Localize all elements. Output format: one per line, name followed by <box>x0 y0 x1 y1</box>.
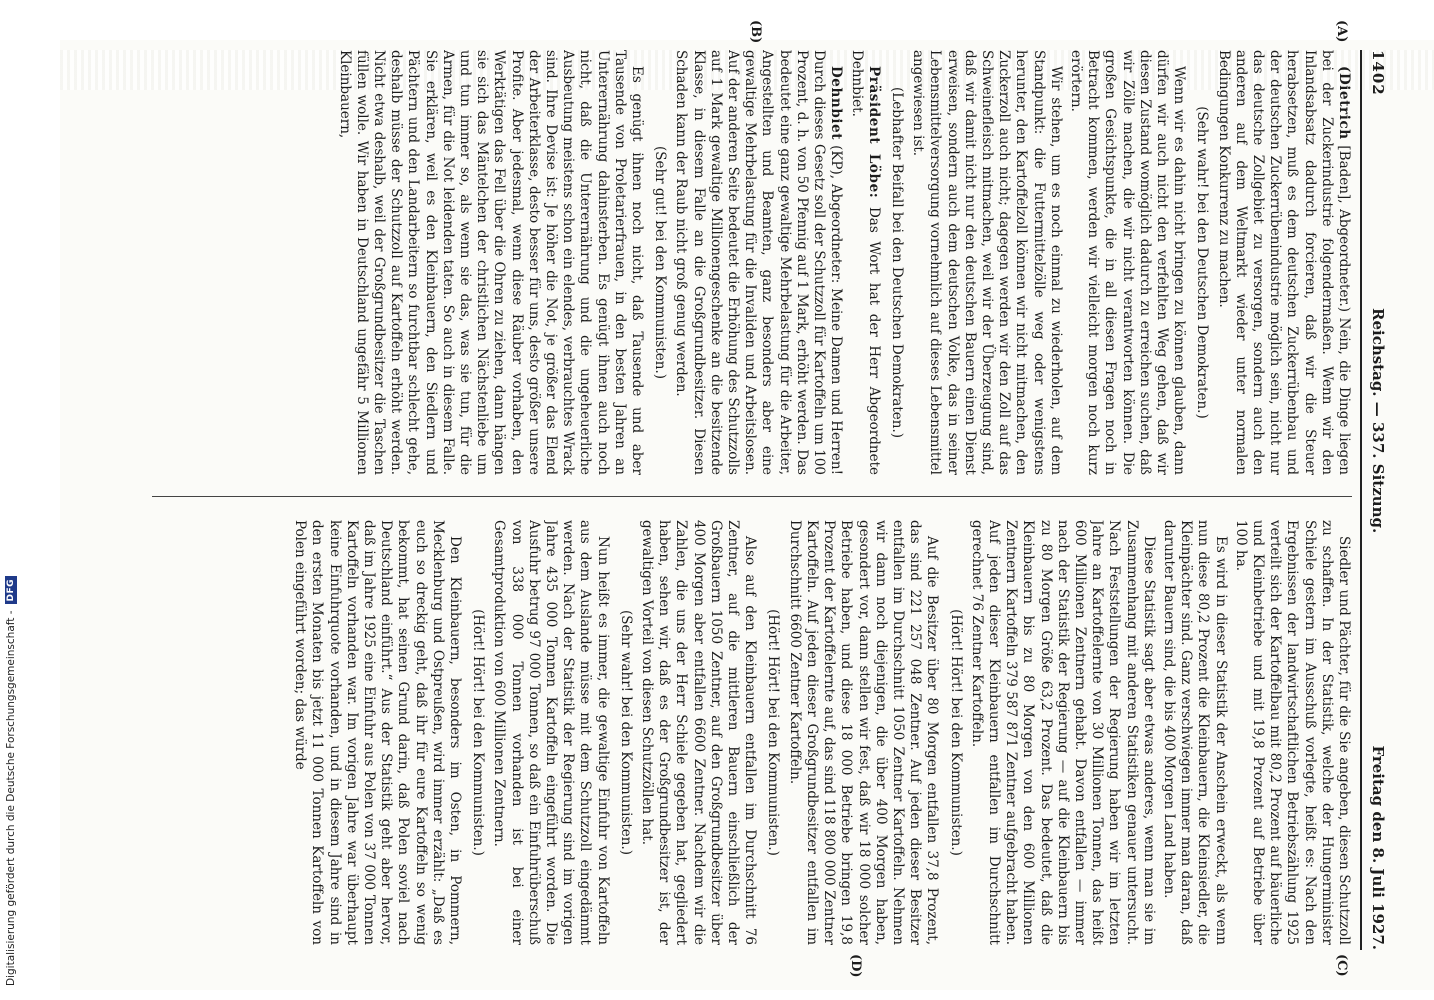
dfg-logo: DFG <box>5 576 17 605</box>
margin-marker-b: (B) <box>748 20 763 44</box>
column-divider <box>152 496 1352 497</box>
page-header <box>1364 50 1390 950</box>
paragraph: Nun heißt es immer, die gewaltige Einfuhr von Kartoffeln aus dem Auslande müsse mit dem Schutzzoll eingedämmt werden. Nach der Statistik der Regierung sind im vorigen Jahre 435 000 Tonnen Kartoffeln eingeführt worden. Die Ausfuhr betrug 97 000 Tonnen, so daß ein Einfuhrüberschuß von 338 000 Tonnen vorhanden ist bei einer Gesamtproduktion von 600 Millionen Zentnern. <box>491 520 611 945</box>
interjection: (Sehr gut! bei den Kommunisten.) <box>652 145 669 380</box>
paragraph: Diese Statistik sagt aber etwas anderes, wenn man sie im Zusammenhang mit anderen Statistiken genauer untersucht. Nach Feststellungen der Regierung haben wir im letzten Jahre an Kartoffelernte von 30 Millionen Tonnen, das heißt 600 Millionen Zentnern gehabt. Davon entfallen — immer nach der Statistik der Regierung — auf die Kleinbauern bis zu 80 Morgen Größe 63,2 Prozent. Das bedeutet, daß die Kleinbauern bis zu 80 Morgen von den 600 Millionen Zentnern Kartoffeln 379 587 871 Zentner aufgebracht haben. Auf jeden dieser Kleinbauern entfallen im Durchschnitt gerechnet 76 Zentner Kartoffeln. <box>968 520 1157 945</box>
paragraph-text: Das Wort hat der Herr Abgeordnete Dehnbiet. <box>848 50 882 475</box>
interjection: (Sehr wahr! bei den Deutschen Demokraten.) <box>1194 106 1211 419</box>
session-date: Freitag den 8. Juli 1927. <box>1368 745 1387 950</box>
paragraph <box>847 50 881 475</box>
credit-text: Digitalisierung gefördert durch die Deutsche Forschungsgemeinschaft - <box>5 610 17 986</box>
paragraph: Den Kleinbauern, besonders im Osten, in Pommern, Mecklenburg und Ostpreußen, wird immer erzählt: „Daß es euch so dreckig geht, daß ihr für eure Kartoffeln so wenig bekommt, hat seinen Grund darin, daß Polen soviel nach Deutschland einführt.“ Aus der Statistik geht aber hervor, daß im Jahre 1925 eine Einfuhr aus Polen von 37 000 Tonnen Kartoffeln vorhanden war. Im vorigen Jahre war überhaupt keine Einfuhrquote vorhanden, und in diesem Jahre sind in den ersten Monaten bis jetzt 11 000 Tonnen Kartoffeln von Polen eingeführt worden; das würde <box>292 520 464 945</box>
digitization-credit <box>2 0 20 1000</box>
paragraph <box>672 50 844 475</box>
paragraph-text: [Baden], Abgeordneter.) Nein, die Dinge liegen bei der Zuckerindustrie folgendermaßen. Wenn wir den Inlandsabsatz dadurch forcieren, daß wir die Steuer herabsetzen, muß es dem deutschen Zuckerrübenbau und der deutschen Zuckerrübenindustrie möglich sein, nicht nur das deutsche Zollgebiet zu versorgen, sondern auch den anderen auf dem Weltmarkt wieder unter normalen Bedingungen Konkurrenz zu machen. <box>1215 50 1352 475</box>
paragraph: Siedler und Pächter, für die Sie angeben, diesen Schutzzoll zu schaffen. In der Statistik, welche der Hungerminister Schiele gestern im Ausschuß vorlegte, heißt es: Nach den Ergebnissen der landwirtschaftlichen Betriebszählung 1925 verteilt sich der Kartoffelbau mit 80,2 Prozent auf bäuerliche und Kleinbetriebe und mit 19,8 Prozent auf Betriebe über 100 ha. <box>1232 520 1352 945</box>
paragraph: Wenn wir es dahin nicht bringen zu können glauben, dann dürfen wir auch nicht den verfehlten Weg gehen, daß wir diesen Zustand womöglich dadurch zu erreichen suchen, daß wir Zölle machen, die wir nicht verantworten können. Die großen Gesichtspunkte, die in all diesen Fragen noch in Betracht kommen, werden wir vielleicht morgen noch kurz erörtern. <box>1067 50 1188 475</box>
left-column <box>152 50 1352 475</box>
paragraph: Auf die Besitzer über 80 Morgen entfallen 37,8 Prozent, das sind 221 257 048 Zentner. Auf jeden dieser Besitzer entfallen im Durchschnitt 1050 Zentner Kartoffeln. Nehmen wir dann noch diejenigen, die über 400 Morgen haben, gesondert vor, dann stellen wir fest, daß wir 18 000 solcher Betriebe haben, und diese 18 000 Betriebe bringen 19,8 Prozent der Kartoffelernte auf, das sind 118 800 000 Zentner Kartoffeln. Auf jeden dieser Großgrundbesitzer entfallen im Durchschnitt 6600 Zentner Kartoffeln. <box>786 520 941 945</box>
speaker-name: Dehnbiet <box>828 66 845 141</box>
interjection: (Hört! Hört! bei den Kommunisten.) <box>947 609 964 856</box>
margin-marker-a: (A) <box>1334 20 1349 43</box>
paragraph-text: (KP), Abgeordneter: Meine Damen und Herren! Durch dieses Gesetz soll der Schutzzoll für Kartoffeln um 100 Prozent, d. h. von 50 Pfennig auf 1 Mark, erhöht werden. Das bedeutet eine ganz gewaltige Mehrbelastung für die Arbeiter, Angestellten und Beamten, ganz besonders aber eine gewaltige Mehrbelastung für die Invaliden und Arbeitslosen. Auf der anderen Seite bedeutet die Erhöhung des Schutzzolls auf 1 Mark gewaltige Millionengeschenke an die besitzende Klasse, in diesem Falle an die Großgrundbesitzer. Diesen Schaden kann der Raub nicht groß genug werden. <box>673 50 845 475</box>
paragraph <box>1214 50 1352 475</box>
rotated-page <box>150 20 1390 978</box>
right-column <box>152 520 1352 945</box>
interjection: (Sehr wahr! bei den Kommunisten.) <box>617 609 634 856</box>
speaker-name: (Dietrich <box>1336 66 1352 140</box>
margin-marker-d: (D) <box>848 954 863 978</box>
paragraph: Wir stehen, um es noch einmal zu wiederholen, auf dem Standpunkt: die Futtermittelzölle weg oder wenigstens herunter, den Kartoffelzoll können wir nicht mitmachen, den Zuckerzoll auch nicht; dagegen werden wir den Zoll auf das Schweinefleisch mitmachen, weil wir der Überzeugung sind, daß wir damit nicht nur den deutschen Bauern einen Dienst erweisen, sondern auch dem deutschen Volke, das in seiner Lebensmittelversorgung vornehmlich auf dieses Lebensmittel angewiesen ist. <box>910 50 1064 475</box>
interjection: (Hört! Hört! bei den Kommunisten.) <box>470 609 487 856</box>
speaker-name: Präsident Löbe: <box>865 66 882 199</box>
header-rule <box>1360 50 1362 950</box>
paragraph: Es genügt ihnen noch nicht, daß Tausende und aber Tausende von Proletarierfrauen, in den besten Jahren an Unterernährung dahinsterben. Es genügt ihnen auch noch nicht, daß die Unterernährung und die ungeheuerliche Ausbeutung meistens schon ein elendes, verbrauchtes Wrack sind. Ihre Devise ist: Je höher die Not, je größer das Elend der Arbeiterklasse, desto besser für uns, desto größer unsere Profite. Aber jedesmal, wenn diese Räuber vorhaben, den Werktätigen das Fell über die Ohren zu ziehen, dann hängen sie sich das Mäntelchen der christlichen Nächstenliebe um und tun immer so, als wenn sie das, was sie tun, für die Armen, für die Not leidenden taten. So auch in diesem Falle. Sie erklären, weil es den Kleinbauern, den Siedlern und Pächtern und den Landarbeitern so furchtbar schlecht gehe, deshalb müsse der Schutzzoll auf Kartoffeln erhöht werden. Nicht etwa deshalb, weil der Großgrundbesitzer die Taschen füllen wolle. Wir haben in Deutschland ungefähr 5 Millionen Kleinbauern, <box>336 50 646 475</box>
page-number: 1402 <box>1368 50 1387 96</box>
interjection: (Lebhafter Beifall bei den Deutschen Demokraten.) <box>888 87 905 438</box>
session-title: Reichstag. — 337. Sitzung. <box>1368 307 1387 534</box>
margin-marker-c: (C) <box>1334 954 1349 977</box>
paragraph: Also auf den Kleinbauern entfallen im Durchschnitt 76 Zentner, auf die mittleren Bauern einschließlich der Großbauern 1050 Zentner, auf den Großgrundbesitzer über 400 Morgen aber entfallen 6600 Zentner. Nachdem wir die Zahlen, die uns der Herr Schiele gegeben hat, gegliedert haben, sehen wir, daß es der Großgrundbesitzer ist, der gewaltigen Vorteil von diesen Schutzzöllen hat. <box>639 520 759 945</box>
paragraph: Es wird in dieser Statistik der Anschein erweckt, als wenn nun diese 80,2 Prozent die Kleinbauern, die Kleinsiedler, die Kleinpächter sind. Ganz verschwiegen immer man daran, daß darunter Bauern sind, die bis 400 Morgen Land haben. <box>1160 520 1229 945</box>
interjection: (Hört! Hört! bei den Kommunisten.) <box>765 609 782 856</box>
